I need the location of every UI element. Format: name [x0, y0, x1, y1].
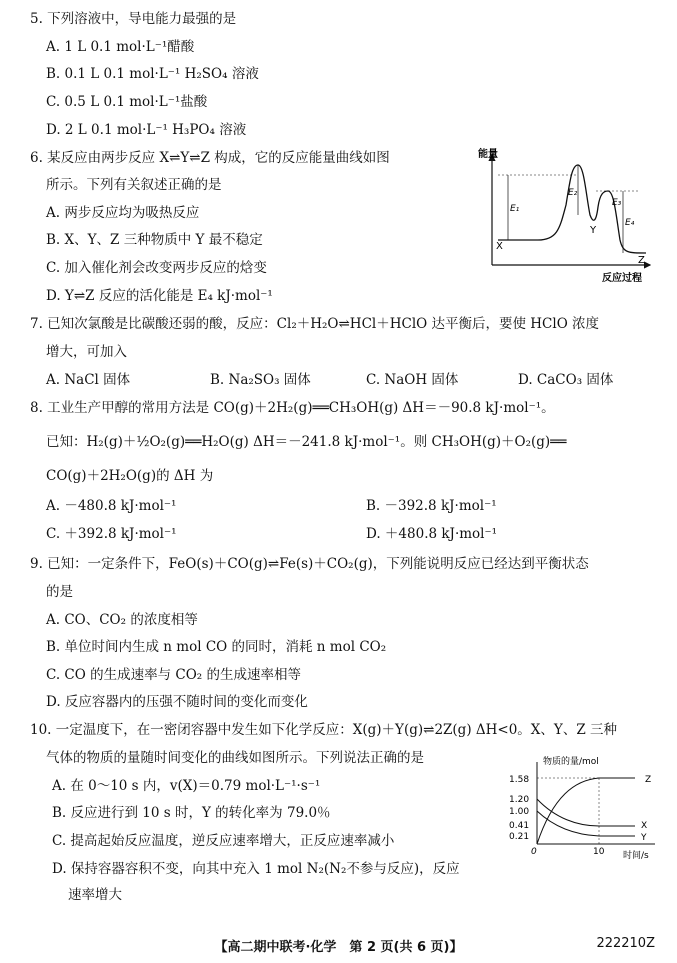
q10-stem-line2: 气体的物质的量随时间变化的曲线如图所示。下列说法正确的是 — [46, 750, 424, 766]
q6-option-d: D. Y⇌Z 反应的活化能是 E₄ kJ·mol⁻¹ — [46, 288, 273, 304]
q8-stem-line1: 8. 工业生产甲醇的常用方法是 CO(g)＋2H₂(g)══CH₃OH(g) ΔH＝－90.8 kJ·mol⁻¹。 — [30, 400, 555, 416]
e4-label: E₄ — [625, 218, 635, 228]
q7-option-a: A. NaCl 固体 — [46, 372, 131, 388]
q5-option-b: B. 0.1 L 0.1 mol·L⁻¹ H₂SO₄ 溶液 — [46, 66, 259, 82]
q10-option-a: A. 在 0～10 s 内，v(X)＝0.79 mol·L⁻¹·s⁻¹ — [52, 778, 321, 794]
z-species-label: Z — [638, 255, 645, 266]
e3-label: E₃ — [612, 198, 622, 208]
q9-option-d: D. 反应容器内的压强不随时间的变化而变化 — [46, 694, 308, 710]
q6-stem-line2: 所示。下列有关叙述正确的是 — [46, 177, 222, 193]
q9-option-c: C. CO 的生成速率与 CO₂ 的生成速率相等 — [46, 667, 302, 683]
ytick-0-41: 0.41 — [509, 821, 530, 831]
q9-option-b: B. 单位时间内生成 n mol CO 的同时，消耗 n mol CO₂ — [46, 639, 387, 655]
footer-exam-code: 222210Z — [596, 936, 655, 951]
q8-option-c: C. ＋392.8 kJ·mol⁻¹ — [46, 526, 177, 542]
q6-option-c: C. 加入催化剂会改变两步反应的焓变 — [46, 260, 267, 276]
q8-option-b: B. －392.8 kJ·mol⁻¹ — [366, 498, 497, 514]
q8-option-d: D. ＋480.8 kJ·mol⁻¹ — [366, 526, 498, 542]
ytick-1-00: 1.00 — [509, 807, 530, 817]
q10-option-d-continued: 速率增大 — [68, 887, 122, 903]
q6-stem-line1: 6. 某反应由两步反应 X⇌Y⇌Z 构成，它的反应能量曲线如图 — [30, 150, 390, 166]
process-axis-label: 反应过程 — [602, 273, 642, 284]
ytick-1-20: 1.20 — [509, 795, 530, 805]
energy-axis-label: 能量 — [478, 149, 498, 160]
time-axis-label: 时间/s — [623, 851, 649, 861]
q9-stem-line1: 9. 已知：一定条件下，FeO(s)＋CO(g)⇌Fe(s)＋CO₂(g)，下列能说明反应已经达到平衡状态 — [30, 556, 589, 572]
ytick-0-21: 0.21 — [509, 832, 530, 842]
q10-option-c: C. 提高起始反应温度，逆反应速率增大，正反应速率减小 — [52, 833, 395, 849]
footer-page-info: 【高二期中联考·化学 第 2 页(共 6 页)】 — [214, 940, 463, 955]
x-species-label: X — [496, 241, 503, 252]
q10-option-d: D. 保持容器容积不变，向其中充入 1 mol N₂(N₂不参与反应)，反应 — [52, 861, 460, 877]
q7-stem-line1: 7. 已知次氯酸是比碳酸还弱的酸，反应：Cl₂＋H₂O⇌HCl＋HClO 达平衡后，要使 HClO 浓度 — [30, 316, 600, 332]
q7-option-b: B. Na₂SO₃ 固体 — [210, 372, 311, 388]
q9-option-a: A. CO、CO₂ 的浓度相等 — [46, 612, 198, 628]
q5-option-a: A. 1 L 0.1 mol·L⁻¹醋酸 — [46, 39, 195, 55]
y-species-label: Y — [590, 225, 597, 236]
xtick-10: 10 — [593, 847, 605, 857]
q8-stem-line2: 已知：H₂(g)＋½O₂(g)══H₂O(g) ΔH＝－241.8 kJ·mol⁻¹。则 CH₃OH(g)＋O₂(g)══ — [46, 434, 567, 450]
ytick-1-58: 1.58 — [509, 775, 530, 785]
energy-diagram — [478, 145, 658, 285]
q8-option-a: A. －480.8 kJ·mol⁻¹ — [46, 498, 177, 514]
q9-stem-line2: 的是 — [46, 584, 73, 600]
series-z-label: Z — [645, 775, 652, 785]
q5-stem: 5. 下列溶液中，导电能力最强的是 — [30, 11, 237, 27]
q8-stem-line3: CO(g)＋2H₂O(g)的 ΔH 为 — [46, 468, 214, 484]
xtick-0: 0 — [531, 847, 537, 857]
q6-option-b: B. X、Y、Z 三种物质中 Y 最不稳定 — [46, 232, 263, 248]
q7-option-c: C. NaOH 固体 — [366, 372, 459, 388]
e2-label: E₂ — [568, 188, 578, 198]
series-y-label: Y — [641, 833, 647, 843]
q6-option-a: A. 两步反应均为吸热反应 — [46, 205, 200, 221]
q7-option-d: D. CaCO₃ 固体 — [518, 372, 614, 388]
q7-stem-line2: 增大，可加入 — [46, 344, 127, 360]
q10-stem-line1: 10. 一定温度下，在一密闭容器中发生如下化学反应：X(g)＋Y(g)⇌2Z(g) ΔH<0。X、Y、Z 三种 — [30, 722, 617, 738]
q5-option-c: C. 0.5 L 0.1 mol·L⁻¹盐酸 — [46, 94, 208, 110]
series-x-label: X — [641, 821, 648, 831]
amount-time-chart — [505, 756, 665, 864]
amount-axis-label: 物质的量/mol — [543, 757, 599, 767]
q10-option-b: B. 反应进行到 10 s 时，Y 的转化率为 79.0％ — [52, 805, 331, 821]
q5-option-d: D. 2 L 0.1 mol·L⁻¹ H₃PO₄ 溶液 — [46, 122, 247, 138]
e1-label: E₁ — [510, 204, 520, 214]
